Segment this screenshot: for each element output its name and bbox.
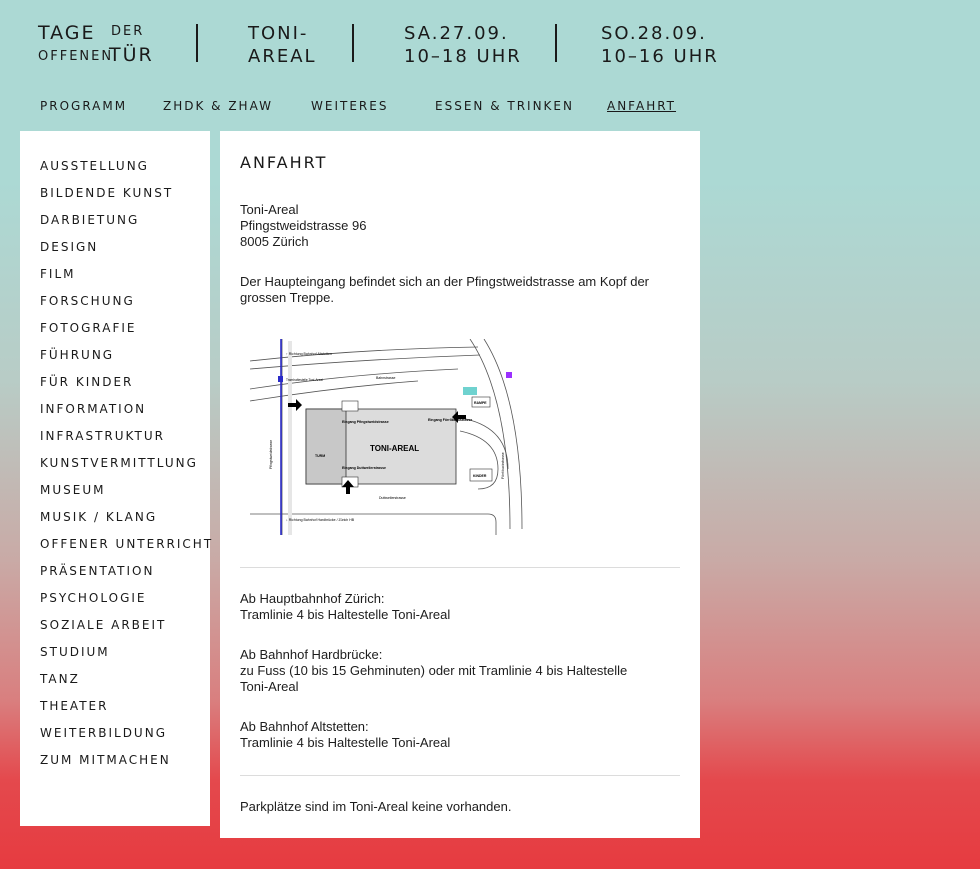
- page-title: ANFAHRT: [240, 153, 328, 172]
- site-header: [0, 0, 980, 90]
- map-label-rampe: RAMPE: [474, 401, 487, 405]
- route-text: Tramlinie 4 bis Haltestelle Toni-Areal: [240, 607, 451, 622]
- route-text: zu Fuss (10 bis 15 Gehminuten) oder mit Tramlinie 4 bis Haltestelle: [240, 663, 628, 678]
- header-day1: [404, 22, 522, 68]
- site-map: [248, 339, 532, 535]
- sidebar-item-darbietung[interactable]: DARBIETUNG: [40, 213, 140, 227]
- address-line3: 8005 Zürich: [240, 234, 309, 249]
- day1-date: SA.27.09.: [404, 23, 509, 44]
- location-line2: AREAL: [248, 46, 317, 67]
- category-sidebar: [20, 131, 214, 826]
- category-list: [20, 131, 214, 778]
- route-from: Ab Bahnhof Hardbrücke:: [240, 647, 383, 662]
- nav-weiteres[interactable]: WEITERES: [311, 99, 389, 113]
- entrance-line1: Der Haupteingang befindet sich an der Pfingstweidstrasse am Kopf der: [240, 274, 650, 289]
- sidebar-item-ausstellung[interactable]: AUSSTELLUNG: [40, 159, 149, 173]
- content-panel: [220, 131, 700, 838]
- map-label-road-bottom: Duttweilerstrasse: [379, 496, 406, 500]
- sidebar-item-information[interactable]: INFORMATION: [40, 402, 147, 416]
- map-building: [306, 397, 492, 487]
- nav-anfahrt[interactable]: ANFAHRT: [607, 99, 677, 113]
- sidebar-item-tanz[interactable]: TANZ: [40, 672, 80, 686]
- route-text: Toni-Areal: [240, 679, 299, 694]
- route-block-hardbruecke: [240, 647, 680, 695]
- map-label-tram-top: ↑ Richtung Bahnhof Altstetten: [286, 352, 332, 356]
- day1-hours: 10–18 UHR: [404, 46, 522, 67]
- parking-text: Parkplätze sind im Toni-Areal keine vorhanden.: [240, 799, 512, 814]
- entrance-text: [240, 274, 680, 306]
- day2-hours: 10–16 UHR: [601, 46, 719, 67]
- divider: [240, 775, 680, 776]
- map-label-road-top: Bahnstrasse: [376, 376, 396, 380]
- sidebar-item-museum[interactable]: MUSEUM: [40, 483, 106, 497]
- map-label-turm: TURM: [315, 454, 326, 458]
- sidebar-item-zum-mitmachen[interactable]: ZUM MITMACHEN: [40, 753, 171, 767]
- entrance-line2: grossen Treppe.: [240, 290, 334, 305]
- logo-word-der: DER: [111, 24, 145, 39]
- address-block: [240, 202, 680, 250]
- route-block-hb: [240, 591, 680, 623]
- logo-word-tage: TAGE: [38, 22, 96, 44]
- map-label-tram-bottom: ↓ Richtung Bahnhof Hardbrücke / Zürich HB: [286, 518, 355, 522]
- sidebar-item-design[interactable]: DESIGN: [40, 240, 99, 254]
- header-divider: [352, 24, 354, 62]
- route-block-altstetten: [240, 719, 680, 751]
- map-tram-strip: [288, 341, 292, 535]
- route-from: Ab Hauptbahnhof Zürich:: [240, 591, 385, 606]
- map-label-entrance-main: Eingang Pfingstweidstrasse: [342, 420, 389, 424]
- sidebar-item-infrastruktur[interactable]: INFRASTRUKTUR: [40, 429, 165, 443]
- map-tram-stop: [278, 376, 283, 382]
- nav-zhdk-zhaw[interactable]: ZHDK & ZHAW: [163, 99, 274, 113]
- header-divider: [196, 24, 198, 62]
- sidebar-item-psychologie[interactable]: PSYCHOLOGIE: [40, 591, 147, 605]
- sidebar-item-film[interactable]: FILM: [40, 267, 76, 281]
- map-label-kinder: KINDER: [473, 474, 487, 478]
- map-label-road-left: Pfingstweidstrasse: [269, 439, 273, 469]
- sidebar-item-kunstvermittlung[interactable]: KUNSTVERMITTLUNG: [40, 456, 198, 470]
- map-label-entrance-south: Eingang Duttweilerstrasse: [342, 466, 386, 470]
- main-nav: [0, 99, 980, 119]
- sidebar-item-bildende-kunst[interactable]: BILDENDE KUNST: [40, 186, 174, 200]
- location-line1: TONI-: [248, 23, 309, 44]
- sidebar-item-fuehrung[interactable]: FÜHRUNG: [40, 348, 115, 362]
- sidebar-item-studium[interactable]: STUDIUM: [40, 645, 110, 659]
- header-divider: [555, 24, 557, 62]
- header-day2: [601, 22, 719, 68]
- address-line2: Pfingstweidstrasse 96: [240, 218, 367, 233]
- address-line1: Toni-Areal: [240, 202, 299, 217]
- sidebar-item-soziale-arbeit[interactable]: SOZIALE ARBEIT: [40, 618, 167, 632]
- sidebar-item-theater[interactable]: THEATER: [40, 699, 109, 713]
- sidebar-item-offener-unterricht[interactable]: OFFENER UNTERRICHT: [40, 537, 214, 551]
- logo-word-offenen: OFFENEN: [38, 49, 114, 64]
- sidebar-item-fuer-kinder[interactable]: FÜR KINDER: [40, 375, 134, 389]
- sidebar-item-praesentation[interactable]: PRÄSENTATION: [40, 564, 155, 578]
- sidebar-item-musik-klang[interactable]: MUSIK / KLANG: [40, 510, 158, 524]
- route-from: Ab Bahnhof Altstetten:: [240, 719, 369, 734]
- nav-programm[interactable]: PROGRAMM: [40, 99, 128, 113]
- sidebar-item-forschung[interactable]: FORSCHUNG: [40, 294, 135, 308]
- map-label-entrance-east: Eingang Förrlibuckstrasse: [428, 418, 473, 422]
- sidebar-item-fotografie[interactable]: FOTOGRAFIE: [40, 321, 137, 335]
- divider: [240, 567, 680, 568]
- map-label-stop: Tramhaltestelle Toni-Areal: [286, 378, 323, 382]
- map-accent-marker: [506, 372, 512, 378]
- sidebar-item-weiterbildung[interactable]: WEITERBILDUNG: [40, 726, 167, 740]
- logo-word-tuer: TÜR: [109, 44, 154, 66]
- map-label-building: TONI-AREAL: [370, 444, 420, 453]
- map-label-road-right: Förrlibuckstrasse: [501, 452, 505, 479]
- header-location: [248, 22, 317, 68]
- route-text: Tramlinie 4 bis Haltestelle Toni-Areal: [240, 735, 451, 750]
- nav-essen-trinken[interactable]: ESSEN & TRINKEN: [435, 99, 574, 113]
- map-rampe-marker: [463, 387, 477, 395]
- day2-date: SO.28.09.: [601, 23, 707, 44]
